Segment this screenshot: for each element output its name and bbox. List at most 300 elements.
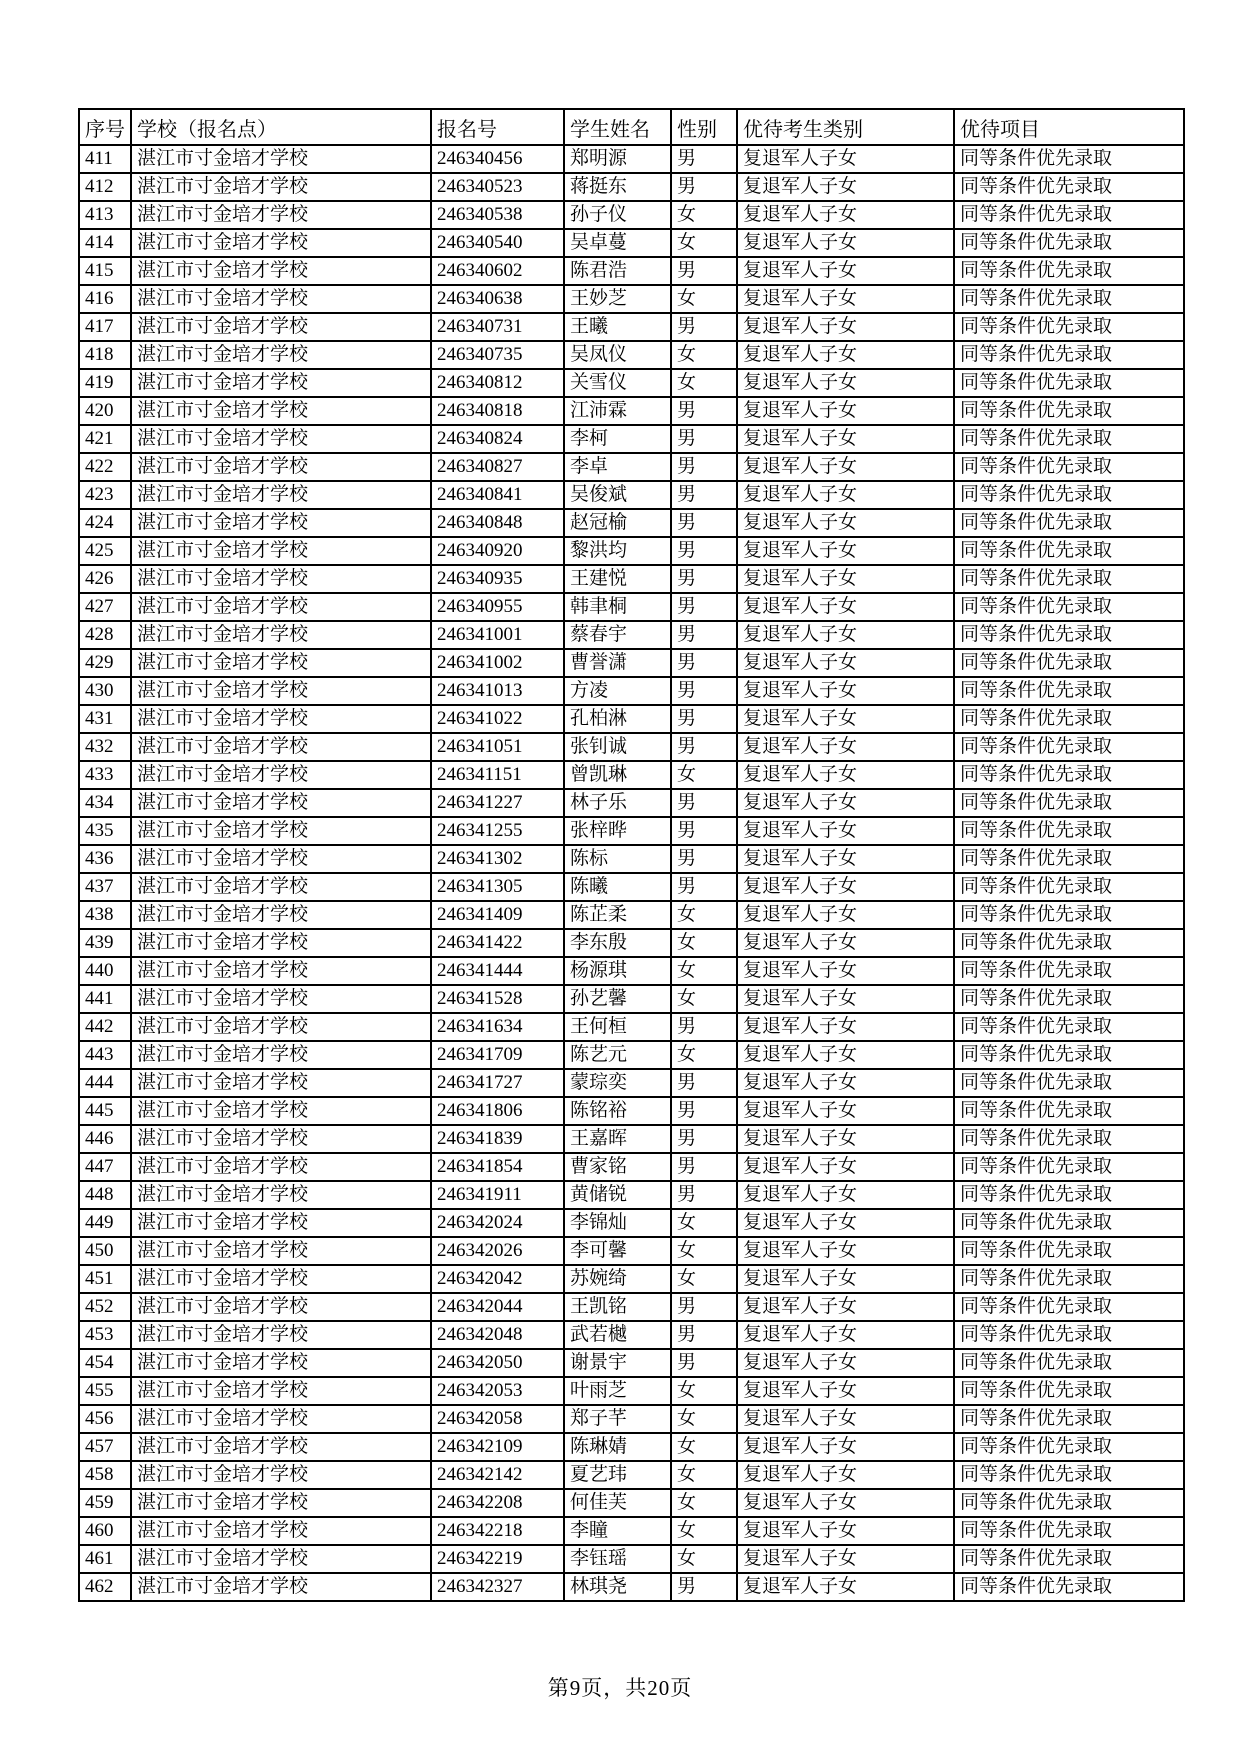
- table-row: [79, 369, 1184, 397]
- cell-reg: 246340456: [431, 145, 564, 173]
- cell-name: 韩聿桐: [564, 593, 671, 621]
- cell-item: 同等条件优先录取: [954, 705, 1184, 733]
- table-row: [79, 1181, 1184, 1209]
- cell-item: 同等条件优先录取: [954, 173, 1184, 201]
- cell-item: 同等条件优先录取: [954, 481, 1184, 509]
- cell-name: 李可馨: [564, 1237, 671, 1265]
- cell-reg: 246341727: [431, 1069, 564, 1097]
- cell-name: 方凌: [564, 677, 671, 705]
- cell-school: 湛江市寸金培才学校: [131, 369, 431, 397]
- table-row: [79, 1349, 1184, 1377]
- table-row: [79, 733, 1184, 761]
- cell-school: 湛江市寸金培才学校: [131, 1433, 431, 1461]
- cell-no: 448: [79, 1181, 131, 1209]
- cell-reg: 246341528: [431, 985, 564, 1013]
- cell-category: 复退军人子女: [737, 593, 954, 621]
- cell-no: 412: [79, 173, 131, 201]
- cell-school: 湛江市寸金培才学校: [131, 901, 431, 929]
- cell-category: 复退军人子女: [737, 1573, 954, 1601]
- cell-school: 湛江市寸金培才学校: [131, 733, 431, 761]
- cell-no: 413: [79, 201, 131, 229]
- cell-school: 湛江市寸金培才学校: [131, 285, 431, 313]
- cell-gender: 女: [671, 1489, 737, 1517]
- cell-school: 湛江市寸金培才学校: [131, 341, 431, 369]
- cell-no: 453: [79, 1321, 131, 1349]
- cell-no: 426: [79, 565, 131, 593]
- cell-gender: 男: [671, 1181, 737, 1209]
- table-row: [79, 677, 1184, 705]
- cell-item: 同等条件优先录取: [954, 1545, 1184, 1573]
- cell-reg: 246341051: [431, 733, 564, 761]
- table-row: [79, 1573, 1184, 1601]
- cell-reg: 246341806: [431, 1097, 564, 1125]
- table-row: [79, 593, 1184, 621]
- cell-school: 湛江市寸金培才学校: [131, 929, 431, 957]
- cell-name: 蒋挺东: [564, 173, 671, 201]
- cell-reg: 246341409: [431, 901, 564, 929]
- cell-category: 复退军人子女: [737, 145, 954, 173]
- cell-item: 同等条件优先录取: [954, 985, 1184, 1013]
- cell-category: 复退军人子女: [737, 1293, 954, 1321]
- cell-item: 同等条件优先录取: [954, 1377, 1184, 1405]
- cell-reg: 246340841: [431, 481, 564, 509]
- cell-reg: 246340731: [431, 313, 564, 341]
- table-row: [79, 1545, 1184, 1573]
- cell-category: 复退军人子女: [737, 257, 954, 285]
- cell-category: 复退军人子女: [737, 201, 954, 229]
- table-row: [79, 1041, 1184, 1069]
- cell-item: 同等条件优先录取: [954, 1041, 1184, 1069]
- table-row: [79, 1489, 1184, 1517]
- cell-name: 李钰瑶: [564, 1545, 671, 1573]
- cell-item: 同等条件优先录取: [954, 201, 1184, 229]
- cell-name: 黎洪均: [564, 537, 671, 565]
- cell-name: 陈曦: [564, 873, 671, 901]
- cell-gender: 男: [671, 313, 737, 341]
- cell-item: 同等条件优先录取: [954, 1125, 1184, 1153]
- cell-category: 复退军人子女: [737, 1321, 954, 1349]
- cell-name: 何佳芙: [564, 1489, 671, 1517]
- cell-name: 郑明源: [564, 145, 671, 173]
- cell-category: 复退军人子女: [737, 369, 954, 397]
- cell-name: 王建悦: [564, 565, 671, 593]
- cell-no: 451: [79, 1265, 131, 1293]
- cell-reg: 246341839: [431, 1125, 564, 1153]
- cell-category: 复退军人子女: [737, 173, 954, 201]
- cell-no: 449: [79, 1209, 131, 1237]
- cell-category: 复退军人子女: [737, 621, 954, 649]
- cell-reg: 246342044: [431, 1293, 564, 1321]
- table-row: [79, 1377, 1184, 1405]
- cell-name: 夏艺玮: [564, 1461, 671, 1489]
- table-row: [79, 285, 1184, 313]
- cell-gender: 女: [671, 929, 737, 957]
- cell-name: 曾凯琳: [564, 761, 671, 789]
- cell-name: 叶雨芝: [564, 1377, 671, 1405]
- cell-gender: 女: [671, 1433, 737, 1461]
- cell-school: 湛江市寸金培才学校: [131, 481, 431, 509]
- cell-item: 同等条件优先录取: [954, 901, 1184, 929]
- cell-item: 同等条件优先录取: [954, 425, 1184, 453]
- table-row: [79, 313, 1184, 341]
- cell-name: 孙艺馨: [564, 985, 671, 1013]
- table-row: [79, 1265, 1184, 1293]
- cell-gender: 男: [671, 257, 737, 285]
- cell-gender: 男: [671, 481, 737, 509]
- cell-category: 复退军人子女: [737, 733, 954, 761]
- cell-category: 复退军人子女: [737, 957, 954, 985]
- cell-item: 同等条件优先录取: [954, 621, 1184, 649]
- cell-reg: 246342208: [431, 1489, 564, 1517]
- table-row: [79, 1153, 1184, 1181]
- cell-no: 443: [79, 1041, 131, 1069]
- cell-no: 414: [79, 229, 131, 257]
- cell-gender: 女: [671, 957, 737, 985]
- cell-name: 王嘉晖: [564, 1125, 671, 1153]
- cell-gender: 男: [671, 593, 737, 621]
- cell-item: 同等条件优先录取: [954, 817, 1184, 845]
- table-row: [79, 957, 1184, 985]
- cell-reg: 246342026: [431, 1237, 564, 1265]
- table-row: [79, 985, 1184, 1013]
- cell-name: 谢景宇: [564, 1349, 671, 1377]
- cell-reg: 246340812: [431, 369, 564, 397]
- cell-gender: 男: [671, 789, 737, 817]
- cell-no: 430: [79, 677, 131, 705]
- cell-no: 415: [79, 257, 131, 285]
- cell-category: 复退军人子女: [737, 1517, 954, 1545]
- cell-reg: 246341305: [431, 873, 564, 901]
- cell-name: 林琪尧: [564, 1573, 671, 1601]
- cell-item: 同等条件优先录取: [954, 285, 1184, 313]
- cell-no: 432: [79, 733, 131, 761]
- cell-category: 复退军人子女: [737, 537, 954, 565]
- table-row: [79, 481, 1184, 509]
- cell-category: 复退军人子女: [737, 761, 954, 789]
- table-row: [79, 145, 1184, 173]
- table-row: [79, 901, 1184, 929]
- cell-school: 湛江市寸金培才学校: [131, 1097, 431, 1125]
- cell-school: 湛江市寸金培才学校: [131, 565, 431, 593]
- cell-item: 同等条件优先录取: [954, 1013, 1184, 1041]
- column-header-category: 优待考生类别: [737, 109, 954, 145]
- cell-name: 孔柏淋: [564, 705, 671, 733]
- cell-item: 同等条件优先录取: [954, 593, 1184, 621]
- cell-school: 湛江市寸金培才学校: [131, 1069, 431, 1097]
- cell-no: 429: [79, 649, 131, 677]
- cell-reg: 246342024: [431, 1209, 564, 1237]
- cell-item: 同等条件优先录取: [954, 1293, 1184, 1321]
- cell-reg: 246341854: [431, 1153, 564, 1181]
- cell-name: 王曦: [564, 313, 671, 341]
- cell-item: 同等条件优先录取: [954, 1573, 1184, 1601]
- cell-item: 同等条件优先录取: [954, 1349, 1184, 1377]
- cell-reg: 246342058: [431, 1405, 564, 1433]
- cell-category: 复退军人子女: [737, 677, 954, 705]
- cell-name: 李瞳: [564, 1517, 671, 1545]
- cell-school: 湛江市寸金培才学校: [131, 1181, 431, 1209]
- cell-category: 复退军人子女: [737, 509, 954, 537]
- cell-category: 复退军人子女: [737, 985, 954, 1013]
- cell-name: 黄储锐: [564, 1181, 671, 1209]
- cell-category: 复退军人子女: [737, 1433, 954, 1461]
- cell-item: 同等条件优先录取: [954, 1181, 1184, 1209]
- cell-category: 复退军人子女: [737, 313, 954, 341]
- cell-no: 417: [79, 313, 131, 341]
- cell-item: 同等条件优先录取: [954, 1461, 1184, 1489]
- cell-no: 460: [79, 1517, 131, 1545]
- cell-gender: 女: [671, 229, 737, 257]
- cell-reg: 246342219: [431, 1545, 564, 1573]
- cell-name: 王凯铭: [564, 1293, 671, 1321]
- cell-item: 同等条件优先录取: [954, 649, 1184, 677]
- cell-reg: 246342218: [431, 1517, 564, 1545]
- cell-category: 复退军人子女: [737, 1097, 954, 1125]
- cell-item: 同等条件优先录取: [954, 369, 1184, 397]
- table-header-row: [79, 109, 1184, 145]
- column-header-school: 学校（报名点）: [131, 109, 431, 145]
- cell-item: 同等条件优先录取: [954, 1433, 1184, 1461]
- cell-item: 同等条件优先录取: [954, 1209, 1184, 1237]
- cell-reg: 246342050: [431, 1349, 564, 1377]
- cell-name: 陈铭裕: [564, 1097, 671, 1125]
- cell-school: 湛江市寸金培才学校: [131, 845, 431, 873]
- cell-item: 同等条件优先录取: [954, 257, 1184, 285]
- student-preference-table: [78, 108, 1185, 1602]
- cell-school: 湛江市寸金培才学校: [131, 1293, 431, 1321]
- cell-no: 423: [79, 481, 131, 509]
- cell-school: 湛江市寸金培才学校: [131, 593, 431, 621]
- cell-name: 吴卓蔓: [564, 229, 671, 257]
- cell-reg: 246340827: [431, 453, 564, 481]
- cell-school: 湛江市寸金培才学校: [131, 873, 431, 901]
- cell-item: 同等条件优先录取: [954, 1097, 1184, 1125]
- cell-gender: 女: [671, 901, 737, 929]
- column-header-name: 学生姓名: [564, 109, 671, 145]
- cell-gender: 女: [671, 369, 737, 397]
- cell-no: 436: [79, 845, 131, 873]
- cell-name: 陈芷柔: [564, 901, 671, 929]
- cell-gender: 男: [671, 145, 737, 173]
- cell-category: 复退军人子女: [737, 1125, 954, 1153]
- cell-item: 同等条件优先录取: [954, 1069, 1184, 1097]
- cell-name: 孙子仪: [564, 201, 671, 229]
- cell-item: 同等条件优先录取: [954, 1265, 1184, 1293]
- cell-gender: 男: [671, 173, 737, 201]
- cell-gender: 女: [671, 1461, 737, 1489]
- cell-school: 湛江市寸金培才学校: [131, 1041, 431, 1069]
- cell-no: 455: [79, 1377, 131, 1405]
- cell-name: 曹家铭: [564, 1153, 671, 1181]
- cell-name: 李东殷: [564, 929, 671, 957]
- cell-item: 同等条件优先录取: [954, 733, 1184, 761]
- cell-gender: 男: [671, 1153, 737, 1181]
- cell-gender: 男: [671, 873, 737, 901]
- table-row: [79, 201, 1184, 229]
- cell-gender: 女: [671, 1209, 737, 1237]
- column-header-reg: 报名号: [431, 109, 564, 145]
- cell-gender: 男: [671, 845, 737, 873]
- cell-no: 462: [79, 1573, 131, 1601]
- cell-category: 复退军人子女: [737, 481, 954, 509]
- cell-reg: 246340818: [431, 397, 564, 425]
- cell-school: 湛江市寸金培才学校: [131, 257, 431, 285]
- cell-reg: 246341151: [431, 761, 564, 789]
- table-row: [79, 1069, 1184, 1097]
- cell-school: 湛江市寸金培才学校: [131, 397, 431, 425]
- cell-gender: 男: [671, 1013, 737, 1041]
- table-row: [79, 873, 1184, 901]
- cell-no: 454: [79, 1349, 131, 1377]
- table-row: [79, 649, 1184, 677]
- cell-reg: 246340523: [431, 173, 564, 201]
- cell-name: 陈君浩: [564, 257, 671, 285]
- cell-reg: 246340955: [431, 593, 564, 621]
- cell-no: 459: [79, 1489, 131, 1517]
- cell-name: 苏婉绮: [564, 1265, 671, 1293]
- cell-item: 同等条件优先录取: [954, 1153, 1184, 1181]
- cell-gender: 女: [671, 1265, 737, 1293]
- cell-no: 411: [79, 145, 131, 173]
- cell-category: 复退军人子女: [737, 789, 954, 817]
- cell-category: 复退军人子女: [737, 1405, 954, 1433]
- cell-gender: 男: [671, 817, 737, 845]
- cell-no: 435: [79, 817, 131, 845]
- table-row: [79, 1517, 1184, 1545]
- cell-gender: 男: [671, 565, 737, 593]
- table-row: [79, 453, 1184, 481]
- cell-no: 458: [79, 1461, 131, 1489]
- table-row: [79, 509, 1184, 537]
- cell-school: 湛江市寸金培才学校: [131, 1125, 431, 1153]
- table-row: [79, 1125, 1184, 1153]
- cell-name: 李锦灿: [564, 1209, 671, 1237]
- cell-item: 同等条件优先录取: [954, 1237, 1184, 1265]
- table-row: [79, 537, 1184, 565]
- table-row: [79, 341, 1184, 369]
- cell-item: 同等条件优先录取: [954, 453, 1184, 481]
- table-row: [79, 1013, 1184, 1041]
- cell-gender: 男: [671, 649, 737, 677]
- cell-no: 431: [79, 705, 131, 733]
- cell-item: 同等条件优先录取: [954, 537, 1184, 565]
- cell-school: 湛江市寸金培才学校: [131, 1349, 431, 1377]
- cell-gender: 女: [671, 285, 737, 313]
- cell-gender: 男: [671, 621, 737, 649]
- cell-name: 关雪仪: [564, 369, 671, 397]
- cell-item: 同等条件优先录取: [954, 145, 1184, 173]
- cell-reg: 246340602: [431, 257, 564, 285]
- cell-name: 张钊诚: [564, 733, 671, 761]
- cell-reg: 246340638: [431, 285, 564, 313]
- cell-category: 复退军人子女: [737, 929, 954, 957]
- cell-school: 湛江市寸金培才学校: [131, 789, 431, 817]
- table-row: [79, 397, 1184, 425]
- cell-name: 赵冠榆: [564, 509, 671, 537]
- cell-school: 湛江市寸金培才学校: [131, 145, 431, 173]
- cell-category: 复退军人子女: [737, 1013, 954, 1041]
- cell-reg: 246340935: [431, 565, 564, 593]
- cell-category: 复退军人子女: [737, 229, 954, 257]
- cell-category: 复退军人子女: [737, 1237, 954, 1265]
- cell-no: 447: [79, 1153, 131, 1181]
- cell-category: 复退军人子女: [737, 1461, 954, 1489]
- cell-name: 王何桓: [564, 1013, 671, 1041]
- cell-gender: 男: [671, 537, 737, 565]
- cell-category: 复退军人子女: [737, 1489, 954, 1517]
- cell-category: 复退军人子女: [737, 705, 954, 733]
- cell-school: 湛江市寸金培才学校: [131, 425, 431, 453]
- cell-item: 同等条件优先录取: [954, 789, 1184, 817]
- table-row: [79, 621, 1184, 649]
- cell-no: 439: [79, 929, 131, 957]
- cell-name: 陈琳婧: [564, 1433, 671, 1461]
- cell-school: 湛江市寸金培才学校: [131, 509, 431, 537]
- cell-item: 同等条件优先录取: [954, 341, 1184, 369]
- cell-no: 428: [79, 621, 131, 649]
- table-row: [79, 789, 1184, 817]
- column-header-no: 序号: [79, 109, 131, 145]
- table-row: [79, 1237, 1184, 1265]
- cell-no: 452: [79, 1293, 131, 1321]
- cell-gender: 女: [671, 1517, 737, 1545]
- cell-school: 湛江市寸金培才学校: [131, 957, 431, 985]
- cell-gender: 女: [671, 1545, 737, 1573]
- cell-school: 湛江市寸金培才学校: [131, 229, 431, 257]
- cell-school: 湛江市寸金培才学校: [131, 985, 431, 1013]
- cell-no: 433: [79, 761, 131, 789]
- cell-item: 同等条件优先录取: [954, 509, 1184, 537]
- cell-school: 湛江市寸金培才学校: [131, 621, 431, 649]
- cell-gender: 男: [671, 1573, 737, 1601]
- table-row: [79, 257, 1184, 285]
- table-row: [79, 845, 1184, 873]
- cell-category: 复退军人子女: [737, 1209, 954, 1237]
- cell-gender: 女: [671, 985, 737, 1013]
- table-row: [79, 425, 1184, 453]
- cell-gender: 男: [671, 677, 737, 705]
- cell-school: 湛江市寸金培才学校: [131, 649, 431, 677]
- cell-reg: 246340824: [431, 425, 564, 453]
- cell-school: 湛江市寸金培才学校: [131, 1209, 431, 1237]
- table-row: [79, 929, 1184, 957]
- cell-no: 446: [79, 1125, 131, 1153]
- cell-no: 438: [79, 901, 131, 929]
- table-row: [79, 565, 1184, 593]
- cell-school: 湛江市寸金培才学校: [131, 537, 431, 565]
- cell-no: 419: [79, 369, 131, 397]
- cell-reg: 246342048: [431, 1321, 564, 1349]
- cell-gender: 男: [671, 1125, 737, 1153]
- cell-no: 441: [79, 985, 131, 1013]
- page-number-footer: 第9页，共20页: [547, 1676, 693, 1700]
- cell-name: 吴凤仪: [564, 341, 671, 369]
- table-row: [79, 1097, 1184, 1125]
- cell-reg: 246341255: [431, 817, 564, 845]
- cell-name: 李柯: [564, 425, 671, 453]
- table-row: [79, 1433, 1184, 1461]
- cell-item: 同等条件优先录取: [954, 565, 1184, 593]
- cell-item: 同等条件优先录取: [954, 1405, 1184, 1433]
- table-row: [79, 705, 1184, 733]
- cell-category: 复退军人子女: [737, 565, 954, 593]
- cell-gender: 男: [671, 1069, 737, 1097]
- cell-category: 复退军人子女: [737, 649, 954, 677]
- cell-item: 同等条件优先录取: [954, 761, 1184, 789]
- cell-reg: 246341227: [431, 789, 564, 817]
- cell-no: 422: [79, 453, 131, 481]
- cell-category: 复退军人子女: [737, 817, 954, 845]
